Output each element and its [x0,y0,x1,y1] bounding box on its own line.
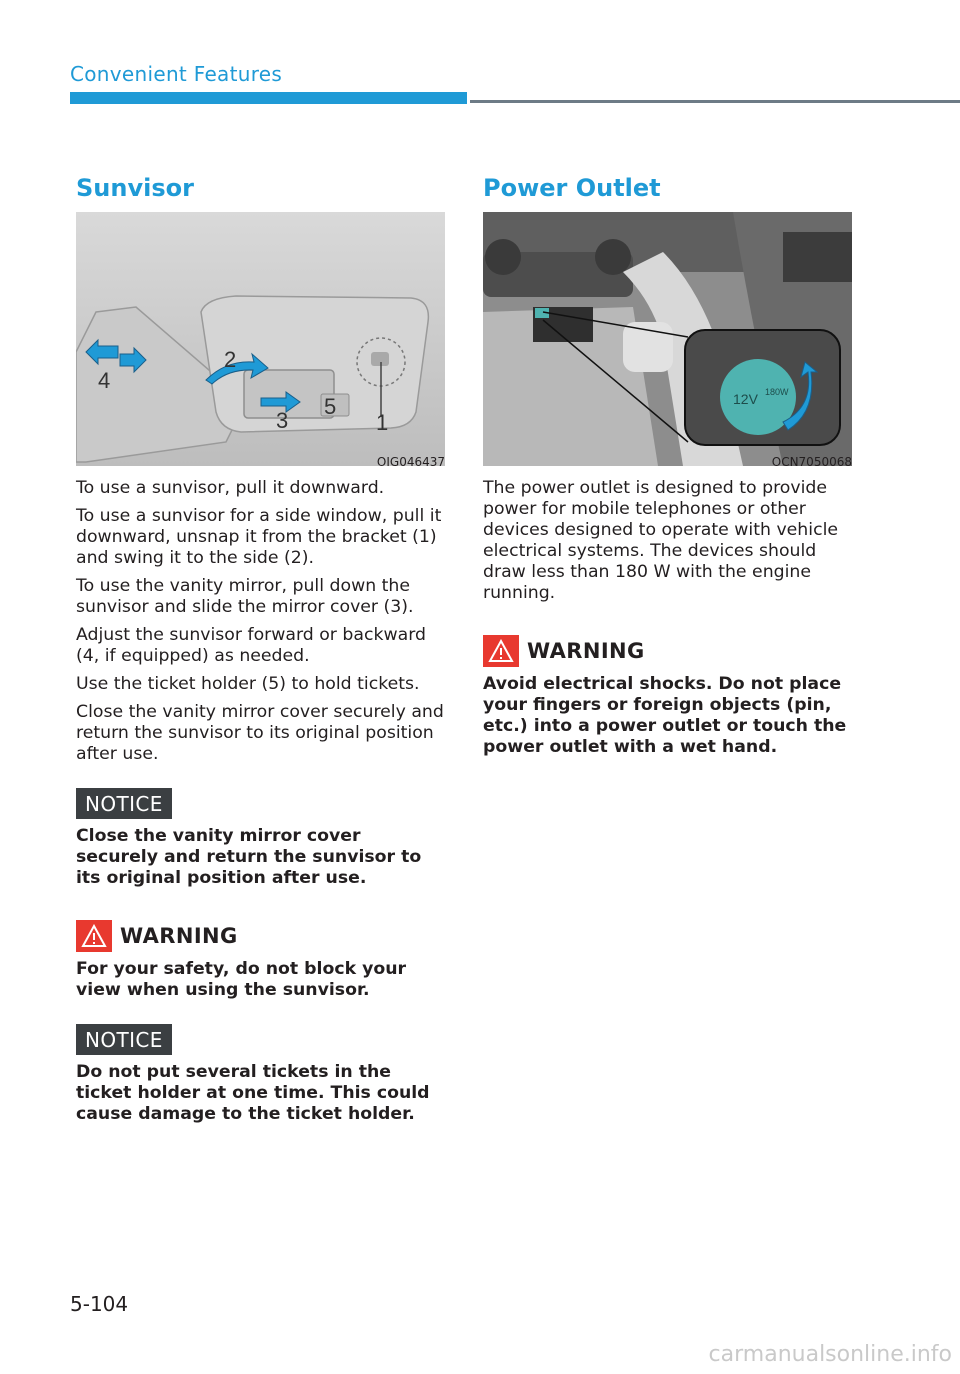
callout-3: 3 [276,408,289,433]
sunvisor-title: Sunvisor [76,174,194,202]
notice-text: Do not put several tickets in the ticket holder at one time. This could cause damage to the ticket holder. [76,1062,430,1124]
callout-4: 4 [98,368,111,393]
paragraph: Close the vanity mirror cover securely and return the sunvisor to its original position after use. [76,702,444,764]
warning-heading [76,920,238,952]
warning-text: For your safety, do not block your view when using the sunvisor. [76,959,407,1000]
paragraph: Use the ticket holder (5) to hold tickets. [76,674,420,694]
warning-triangle-icon [483,635,519,667]
warning-text: Avoid electrical shocks. Do not place your fingers or foreign objects (pin, etc.) into a power outlet or touch the power outlet with a wet hand. [483,674,847,757]
header-rule [470,100,960,103]
callout-5: 5 [324,394,337,419]
watermark: carmanualsonline.info [708,1342,952,1367]
sunvisor-illustration [76,212,445,466]
power-outlet-illustration [483,212,852,466]
callout-1: 1 [376,410,389,435]
notice-badge: NOTICE [76,1024,172,1055]
notice-text: Close the vanity mirror cover securely and return the sunvisor to its original position after use. [76,826,422,888]
outlet-voltage-label: 12V [733,391,758,407]
outlet-rating-label: 180W [765,387,789,397]
warning-triangle-icon [76,920,112,952]
warning-heading [483,635,645,667]
page-number: 5-104 [70,1292,129,1316]
sunvisor-instructions [76,478,446,772]
warning-label: WARNING [120,924,238,948]
paragraph: To use a sunvisor, pull it downward. [76,478,385,498]
figure-code: OCN7050068 [771,455,852,469]
paragraph: To use the vanity mirror, pull down the sunvisor and slide the mirror cover (3). [76,576,414,617]
chapter-title: Convenient Features [70,62,283,86]
power-outlet-description [483,478,853,611]
notice-badge: NOTICE [76,788,172,819]
power-outlet-title: Power Outlet [483,174,661,202]
paragraph: To use a sunvisor for a side window, pull it downward, unsnap it from the bracket (1) and swing it to the side (2). [76,506,442,568]
header-rule-accent [70,92,467,104]
paragraph: The power outlet is designed to provide power for mobile telephones or other devices designed to operate with vehicle electrical systems. The devices should draw less than 180 W with the engine running. [483,478,838,603]
paragraph: Adjust the sunvisor forward or backward (4, if equipped) as needed. [76,625,426,666]
callout-2: 2 [224,347,237,372]
figure-code: OIG046437 [376,455,445,469]
warning-label: WARNING [527,639,645,663]
